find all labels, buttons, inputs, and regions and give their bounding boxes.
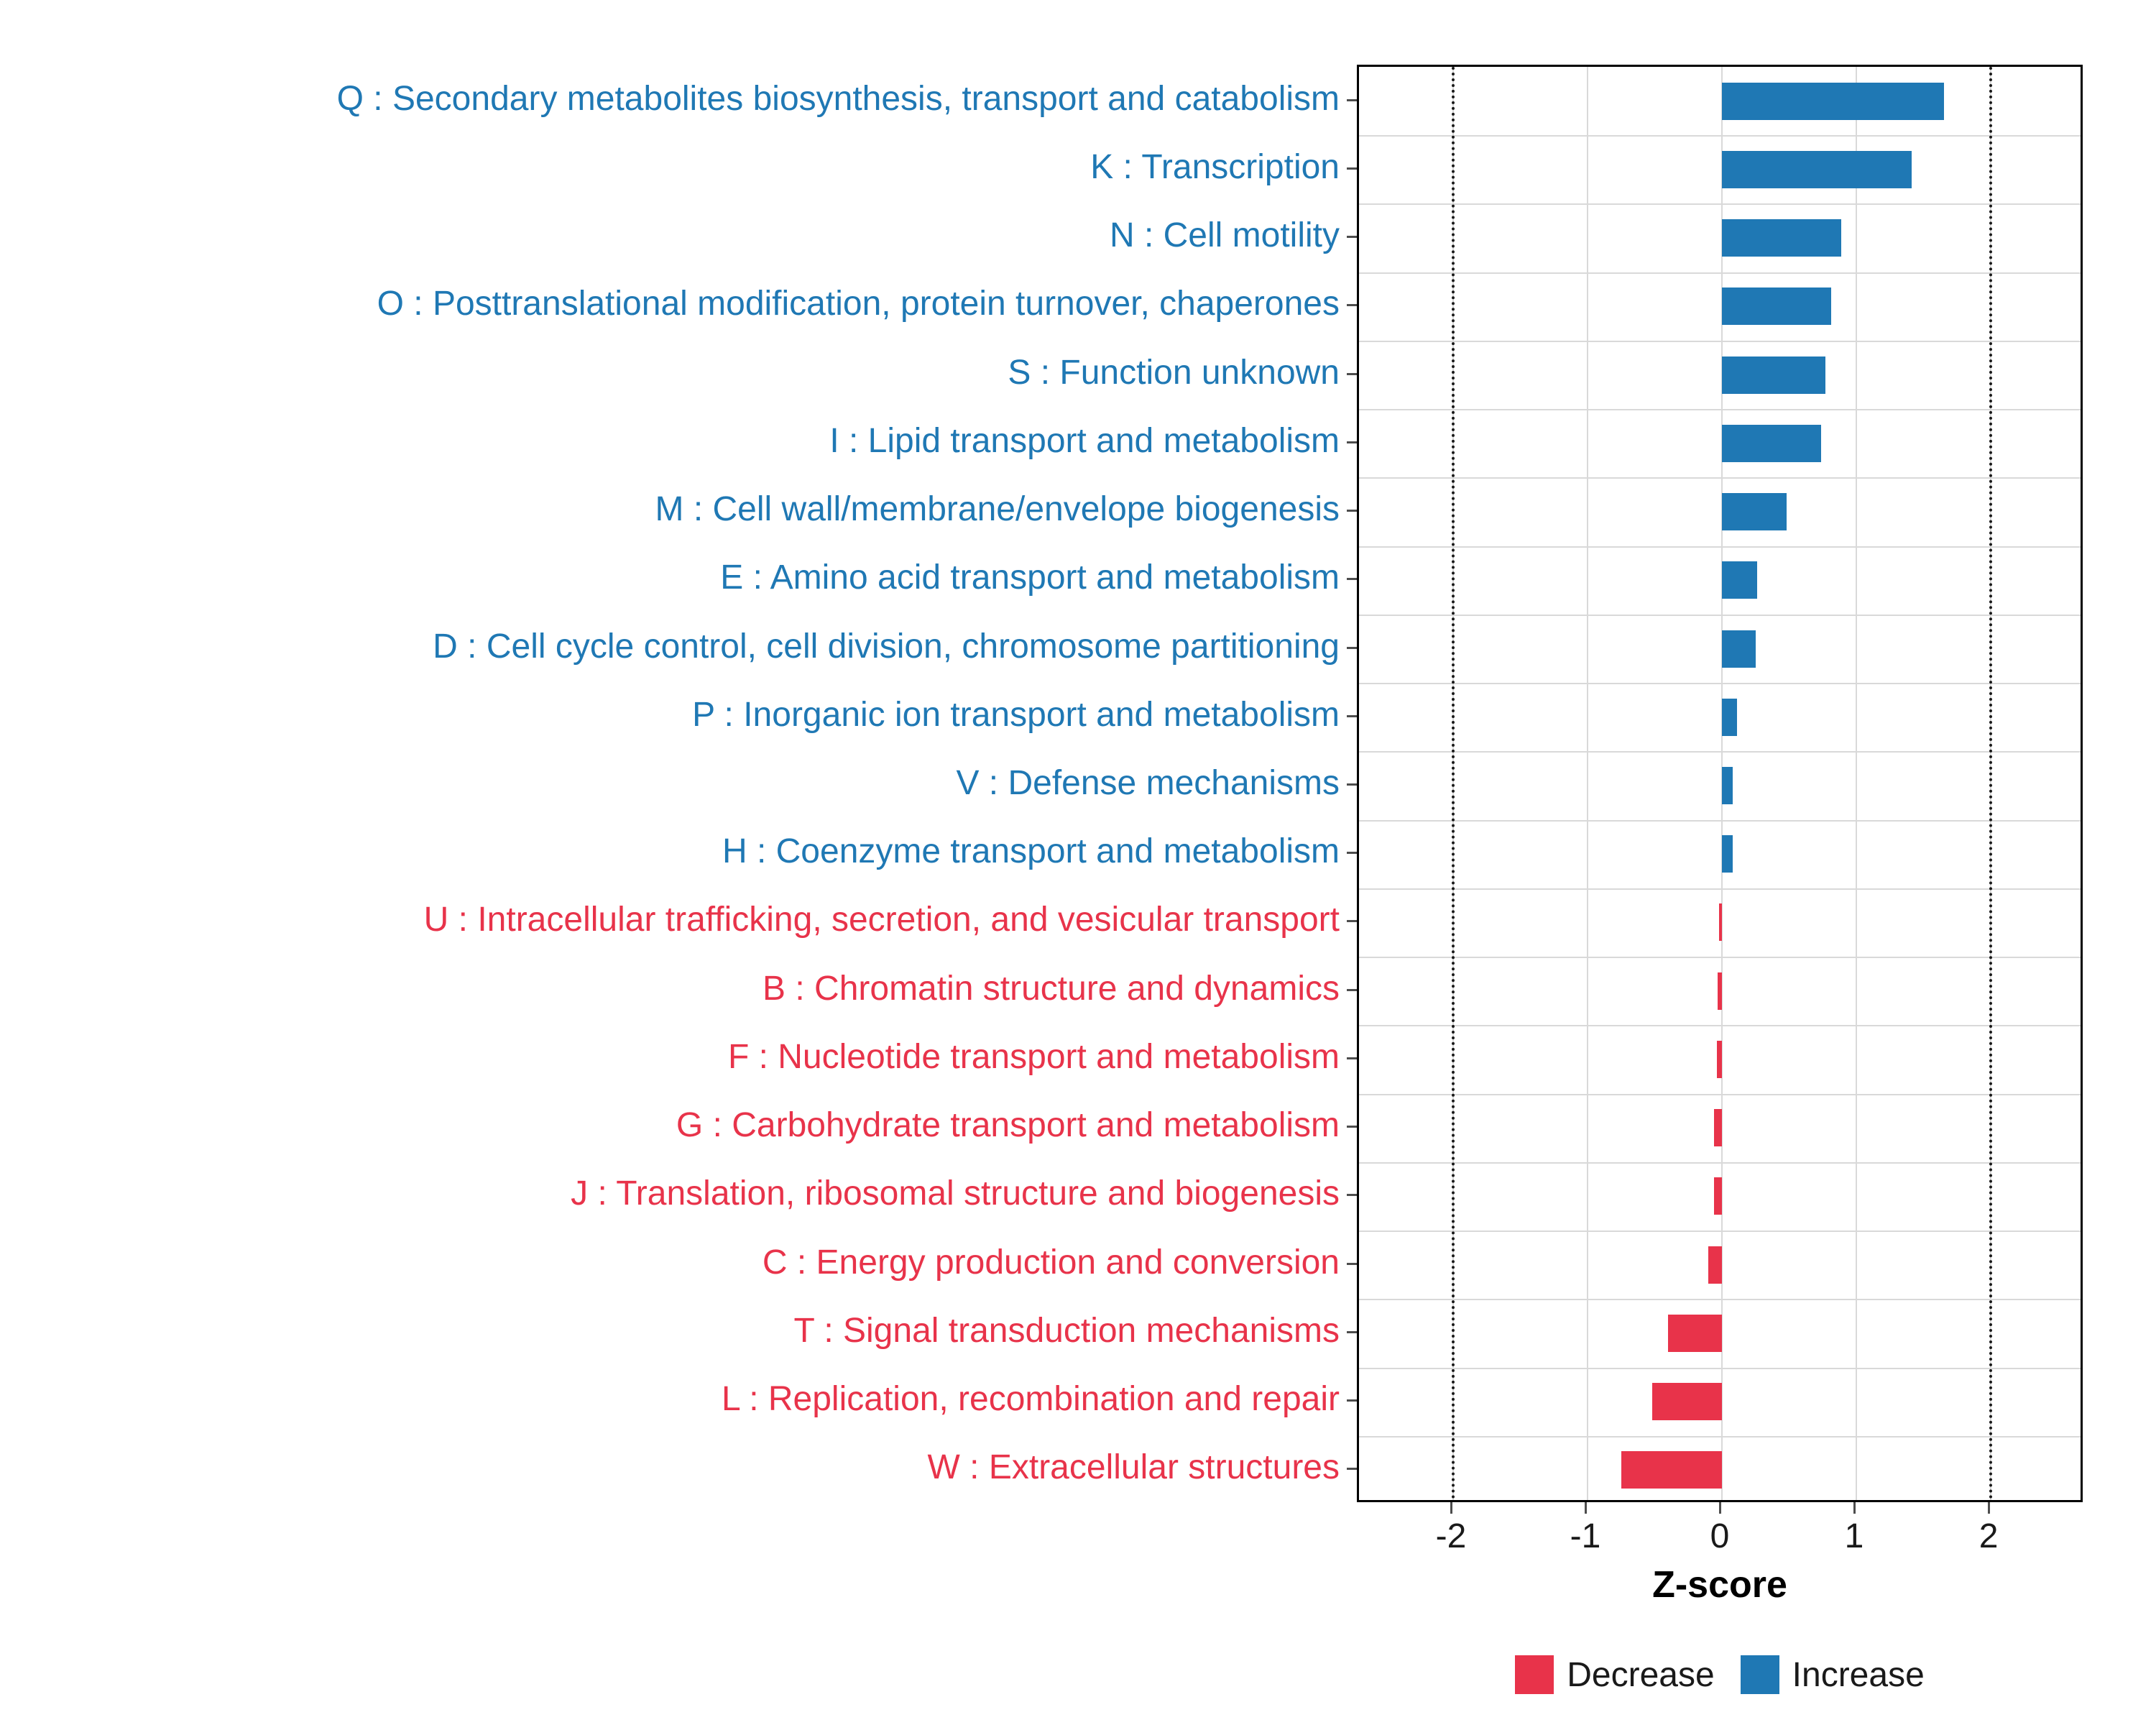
bar	[1722, 561, 1757, 599]
category-label: L : Replication, recombination and repair	[721, 1380, 1340, 1419]
axis-tick	[1347, 989, 1357, 991]
category-label: E : Amino acid transport and metabolism	[720, 558, 1340, 597]
category-axis-labels	[0, 65, 1351, 1502]
category-label: O : Posttranslational modification, protein turnover, chaperones	[377, 285, 1340, 323]
x-axis-tick	[1853, 1502, 1856, 1514]
axis-tick	[1347, 441, 1357, 443]
legend-entry	[1515, 1655, 1714, 1695]
gridline-horizontal	[1359, 1230, 2081, 1232]
gridline-horizontal	[1359, 135, 2081, 137]
axis-tick	[1347, 647, 1357, 649]
gridline-horizontal	[1359, 477, 2081, 479]
axis-tick	[1347, 1331, 1357, 1333]
bar	[1708, 1246, 1722, 1284]
bar	[1722, 219, 1841, 257]
x-axis-tick	[1450, 1502, 1452, 1514]
x-axis-title: Z-score	[1652, 1564, 1787, 1606]
category-label: P : Inorganic ion transport and metabolism	[692, 695, 1340, 734]
category-label: U : Intracellular trafficking, secretion, and vesicular transport	[423, 901, 1340, 939]
bar	[1717, 1041, 1722, 1078]
gridline-horizontal	[1359, 957, 2081, 958]
gridline-horizontal	[1359, 341, 2081, 342]
axis-tick	[1347, 236, 1357, 238]
x-axis-tick-label: -2	[1435, 1517, 1467, 1555]
bar	[1722, 767, 1733, 804]
bar	[1722, 835, 1733, 873]
bar	[1621, 1451, 1722, 1489]
reference-line	[1452, 67, 1455, 1500]
gridline-horizontal	[1359, 1299, 2081, 1300]
legend-label: Increase	[1792, 1655, 1925, 1694]
legend	[1357, 1646, 2083, 1703]
gridline-horizontal	[1359, 1162, 2081, 1164]
category-label: K : Transcription	[1090, 147, 1340, 186]
category-label: T : Signal transduction mechanisms	[793, 1311, 1340, 1350]
gridline-horizontal	[1359, 888, 2081, 890]
gridline-horizontal	[1359, 820, 2081, 822]
x-axis-tick-label: 2	[1978, 1517, 1999, 1555]
reference-line	[1989, 67, 1992, 1500]
axis-tick	[1347, 1263, 1357, 1265]
bar	[1668, 1315, 1722, 1352]
bar	[1722, 151, 1912, 188]
axis-tick	[1347, 1399, 1357, 1402]
x-axis-tick-label: 0	[1710, 1517, 1730, 1555]
axis-tick	[1347, 167, 1357, 170]
bar	[1722, 699, 1737, 736]
axis-tick	[1347, 783, 1357, 786]
bar	[1722, 493, 1787, 530]
bar	[1714, 1109, 1722, 1146]
gridline-horizontal	[1359, 615, 2081, 616]
gridline-horizontal	[1359, 1368, 2081, 1369]
bar	[1722, 425, 1821, 462]
axis-tick	[1347, 1057, 1357, 1059]
axis-tick	[1347, 510, 1357, 512]
axis-tick	[1347, 99, 1357, 101]
category-label: M : Cell wall/membrane/envelope biogenesis	[655, 490, 1340, 529]
gridline-vertical	[1856, 67, 1857, 1500]
category-label: H : Coenzyme transport and metabolism	[722, 832, 1340, 871]
gridline-horizontal	[1359, 1025, 2081, 1026]
x-axis-tick	[1719, 1502, 1721, 1514]
category-label: B : Chromatin structure and dynamics	[763, 969, 1340, 1008]
x-axis-tick	[1585, 1502, 1587, 1514]
axis-tick	[1347, 373, 1357, 375]
category-label: I : Lipid transport and metabolism	[829, 421, 1340, 460]
axis-tick	[1347, 578, 1357, 580]
gridline-horizontal	[1359, 546, 2081, 548]
bar	[1719, 903, 1722, 941]
legend-entry	[1741, 1655, 1925, 1695]
bar	[1722, 288, 1831, 325]
bar	[1722, 356, 1825, 394]
axis-tick	[1347, 304, 1357, 306]
gridline-horizontal	[1359, 1094, 2081, 1095]
category-label: W : Extracellular structures	[927, 1448, 1340, 1487]
category-label: Q : Secondary metabolites biosynthesis, transport and catabolism	[336, 79, 1340, 118]
gridline-horizontal	[1359, 272, 2081, 274]
category-label: S : Function unknown	[1008, 353, 1340, 392]
gridline-horizontal	[1359, 751, 2081, 753]
axis-tick	[1347, 920, 1357, 922]
gridline-horizontal	[1359, 683, 2081, 684]
x-axis-tick-label: -1	[1570, 1517, 1601, 1555]
category-label: J : Translation, ribosomal structure and biogenesis	[571, 1174, 1340, 1213]
bar	[1722, 83, 1944, 120]
axis-tick	[1347, 1194, 1357, 1196]
gridline-vertical	[1587, 67, 1588, 1500]
axis-tick	[1347, 852, 1357, 854]
category-label: N : Cell motility	[1109, 216, 1340, 255]
bar	[1714, 1177, 1722, 1215]
bar	[1722, 630, 1756, 668]
plot-panel	[1357, 65, 2083, 1502]
category-label: F : Nucleotide transport and metabolism	[727, 1037, 1340, 1076]
legend-swatch	[1741, 1655, 1779, 1694]
x-axis-tick	[1988, 1502, 1990, 1514]
axis-tick	[1347, 715, 1357, 717]
bar	[1652, 1383, 1722, 1420]
x-axis-tick-label: 1	[1844, 1517, 1864, 1555]
gridline-horizontal	[1359, 1436, 2081, 1438]
category-label: V : Defense mechanisms	[956, 764, 1340, 802]
bar	[1718, 972, 1722, 1010]
category-label: C : Energy production and conversion	[762, 1243, 1340, 1282]
axis-tick	[1347, 1468, 1357, 1470]
axis-tick	[1347, 1126, 1357, 1128]
gridline-horizontal	[1359, 203, 2081, 205]
gridline-horizontal	[1359, 409, 2081, 410]
legend-swatch	[1515, 1655, 1554, 1694]
category-label: D : Cell cycle control, cell division, chromosome partitioning	[433, 627, 1340, 666]
category-label: G : Carbohydrate transport and metabolism	[676, 1106, 1340, 1145]
legend-label: Decrease	[1567, 1655, 1715, 1694]
